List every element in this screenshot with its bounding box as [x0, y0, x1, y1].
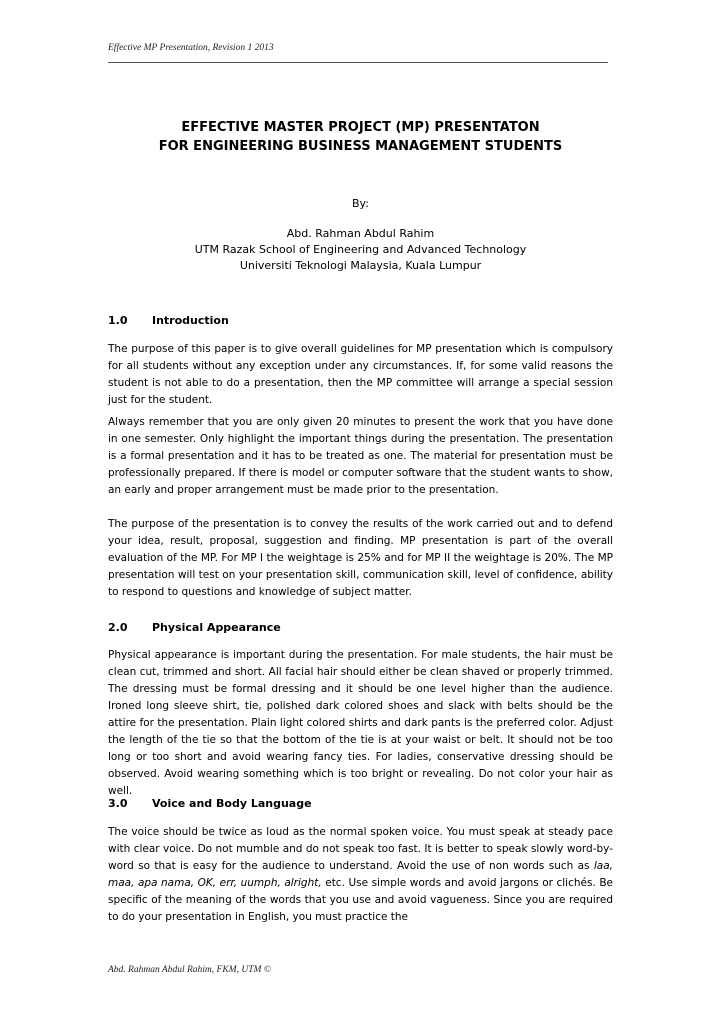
- section-number: 2.0: [108, 621, 128, 634]
- byline-by: By:: [352, 197, 369, 210]
- section-number: 3.0: [108, 797, 128, 810]
- title-line-1: EFFECTIVE MASTER PROJECT (MP) PRESENTATON: [181, 120, 540, 135]
- document-title: [108, 118, 613, 156]
- paragraph: Always remember that you are only given 20 minutes to present the work that you have done in one semester. Only highlight the important things during the presentation. The presentation is a formal presentation and it has to be treated as one. The material for presentation must be professionally prepared. If there is model or computer software that the student wants to show, an early and proper arrangement must be made prior to the presentation.: [108, 416, 613, 496]
- author-affiliation-2: Universiti Teknologi Malaysia, Kuala Lumpur: [239, 259, 482, 272]
- header-rule: [108, 62, 608, 63]
- author-name: Abd. Rahman Abdul Rahim: [286, 227, 435, 240]
- section-title: Introduction: [152, 314, 229, 327]
- section-title: Physical Appearance: [152, 621, 281, 634]
- paragraph-text: etc. Use simple words and avoid jargons or clichés. Be specific of the meaning of the words that you use and avoid vagueness. Since you are required to do your presentation in English, you must practice the: [108, 877, 613, 923]
- running-header: Effective MP Presentation, Revision 1 2013: [108, 43, 274, 53]
- title-line-2: FOR ENGINEERING BUSINESS MANAGEMENT STUDENTS: [158, 139, 563, 154]
- section-number: 1.0: [108, 314, 128, 327]
- section-title: Voice and Body Language: [152, 797, 312, 810]
- paragraph: Physical appearance is important during the presentation. For male students, the hair must be clean cut, trimmed and short. All facial hair should either be clean shaved or properly trimmed. The dressing must be formal dressing and it should be one level higher than the audience. Ironed long sleeve shirt, tie, polished dark colored shoes and slack with belts should be the attire for the presentation. Plain light colored shirts and dark pants is the preferred color. Adjust the length of the tie so that the bottom of the tie is at your waist or belt. It should not be too long or too short and avoid wearing fancy ties. For ladies, conservative dressing should be observed. Avoid wearing something which is too bright or revealing. Do not color your hair as well.: [108, 649, 613, 797]
- section-heading-introduction: [108, 312, 613, 329]
- paragraph: The purpose of this paper is to give overall guidelines for MP presentation which is compulsory for all students without any exception under any circumstances. If, for some valid reasons the student is not able to do a presentation, then the MP committee will arrange a special session just for the student.: [108, 343, 613, 406]
- paragraph: [108, 824, 613, 926]
- paragraph: The purpose of the presentation is to convey the results of the work carried out and to defend your idea, result, proposal, suggestion and finding. MP presentation is part of the overall evaluation of the MP. For MP I the weightage is 25% and for MP II the weightage is 20%. The MP presentation will test on your presentation skill, communication skill, level of confidence, ability to respond to questions and knowledge of subject matter.: [108, 518, 613, 598]
- page-footer: Abd. Rahman Abdul Rahim, FKM, UTM ©: [108, 965, 271, 975]
- paragraph-italic-text: laa, maa, apa nama, OK, err, uumph, alright,: [108, 860, 613, 889]
- section-heading-physical-appearance: [108, 619, 613, 636]
- section-heading-voice-body-language: [108, 795, 613, 812]
- author-affiliation-1: UTM Razak School of Engineering and Advanced Technology: [194, 243, 527, 256]
- paragraph-text: The voice should be twice as loud as the normal spoken voice. You must speak at steady pace with clear voice. Do not mumble and do not speak too fast. It is better to speak slowly word-by-word so that is easy for the audience to understand. Avoid the use of non words such as: [108, 826, 613, 872]
